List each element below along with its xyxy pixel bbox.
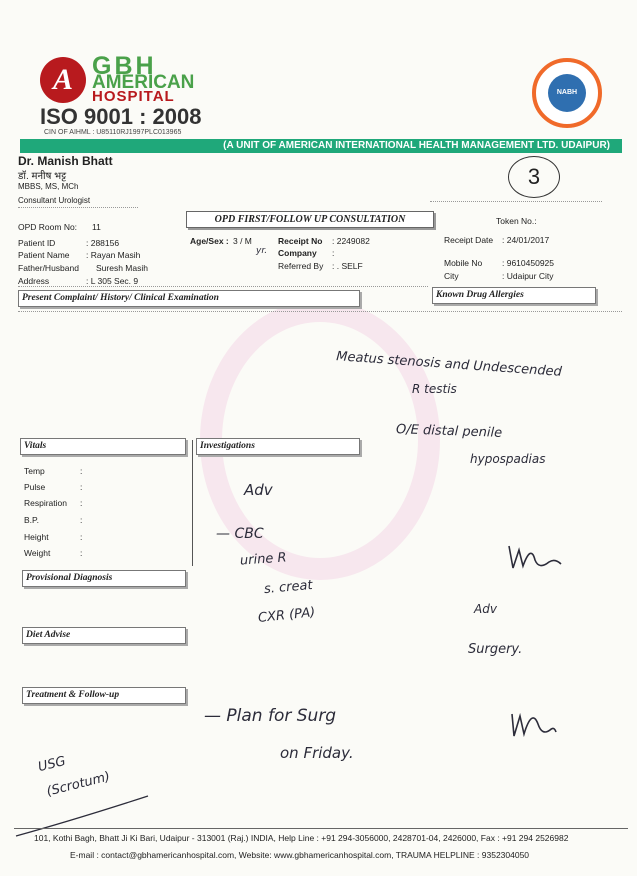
city-label: City [444, 271, 459, 281]
handwritten-examination: hypospadias [470, 452, 546, 466]
patient-name-label: Patient Name [18, 250, 70, 260]
patient-name-value: : Rayan Masih [86, 250, 141, 260]
handwritten-advice: Surgery. [468, 642, 523, 657]
doctor-name-hindi: डॉ. मनीष भट्ट [18, 171, 67, 182]
section-diet-advise: Diet Advise [22, 627, 186, 644]
handwritten-complaint: R testis [412, 382, 457, 396]
vital-height: Height : [24, 532, 83, 542]
vital-temp: Temp : [24, 466, 83, 476]
handwritten-plan: — Plan for Surg [204, 706, 337, 726]
doctor-name: Dr. Manish Bhatt [18, 154, 113, 168]
receipt-no-value: : 2249082 [332, 236, 370, 246]
column-divider [192, 440, 193, 566]
address-label: Address [18, 276, 50, 286]
token-handwritten: 3 [508, 156, 560, 198]
receipt-date-value: : 24/01/2017 [502, 235, 550, 245]
section-allergies: Known Drug Allergies [432, 287, 596, 304]
iso-certification: ISO 9001 : 2008 [40, 104, 202, 129]
handwritten-usg: USG [36, 753, 68, 776]
brand-line2: AMERICAN [92, 72, 195, 93]
city-value: : Udaipur City [502, 271, 554, 281]
footer-contact: E-mail : contact@gbhamericanhospital.com, Website: www.gbhamericanhospital.com, TRAUMA HELPLINE : 9352304050 [70, 850, 530, 860]
mobile-label: Mobile No [444, 258, 483, 268]
receipt-no-label: Receipt No [278, 236, 323, 246]
handwritten-examination: O/E distal penile [395, 422, 503, 441]
vital-respiration: Respiration : [24, 498, 83, 508]
token-label: Token No.: [496, 216, 537, 226]
divider [430, 201, 602, 202]
patient-id-value: : 288156 [86, 238, 120, 248]
mobile-value: : 9610450925 [502, 258, 554, 268]
handwritten-investigation: CXR (PA) [257, 605, 317, 626]
vital-bp: B.P. : [24, 515, 83, 525]
handwritten-investigation: Adv [244, 481, 273, 499]
handwritten-plan: on Friday. [280, 744, 354, 762]
age-sex-label: Age/Sex : [190, 236, 229, 246]
father-label: Father/Husband [18, 263, 79, 273]
doctor-specialty: Consultant Urologist [18, 196, 91, 205]
brand-line3: HOSPITAL [92, 88, 175, 105]
doctor-signature [508, 706, 558, 742]
nabh-seal: NABH [532, 58, 602, 128]
age-sex-value: 3 / M [233, 236, 252, 246]
doctor-degrees: MBBS, MS, MCh [18, 182, 79, 191]
hospital-logo: A [40, 57, 86, 103]
company-label: Company [278, 248, 317, 258]
handwritten-complaint: Meatus stenosis and Undescended [335, 349, 563, 380]
patient-id-label: Patient ID [18, 238, 56, 248]
section-treatment: Treatment & Follow-up [22, 687, 186, 704]
vital-pulse: Pulse : [24, 482, 83, 492]
divider [18, 207, 138, 208]
cin-number: CIN OF AIHML : U85110RJ1997PLC013965 [44, 129, 182, 136]
brand-line1: GBH [92, 52, 157, 80]
section-complaint: Present Complaint/ History/ Clinical Examination [18, 290, 360, 307]
father-value: Suresh Masih [96, 263, 148, 273]
divider [18, 311, 622, 312]
divider [18, 286, 428, 287]
company-value: : [332, 248, 335, 258]
receipt-date-label: Receipt Date [444, 235, 494, 245]
section-provisional-diagnosis: Provisional Diagnosis [22, 570, 186, 587]
vitals-list [24, 466, 83, 564]
address-value: : L 305 Sec. 9 [86, 276, 139, 286]
referred-value: : . SELF [332, 261, 363, 271]
referred-label: Referred By [278, 261, 324, 271]
section-investigations: Investigations [196, 438, 360, 455]
handwritten-investigation: — CBC [216, 526, 264, 542]
footer-divider [14, 828, 628, 829]
handwritten-investigation: urine R [239, 550, 288, 569]
opd-room-label: OPD Room No: [18, 222, 78, 232]
opd-room-value: 11 [92, 222, 101, 232]
handwritten-investigation: s. creat [263, 577, 314, 598]
handwritten-advice: Adv [474, 602, 497, 616]
footer-address: 101, Kothi Bagh, Bhatt Ji Ki Bari, Udaipur - 313001 (Raj.) INDIA, Help Line : +91 294-3056000, 2428701-04, 2426000, Fax : +91 294 2526982 [34, 833, 569, 843]
section-vitals: Vitals [20, 438, 186, 455]
unit-banner: (A UNIT OF AMERICAN INTERNATIONAL HEALTH MANAGEMENT LTD. UDAIPUR) [20, 139, 622, 153]
vital-weight: Weight : [24, 548, 83, 558]
doctor-signature [505, 540, 565, 576]
form-title: OPD FIRST/FOLLOW UP CONSULTATION [186, 211, 434, 228]
handwritten-usg: (Scrotum) [45, 769, 112, 800]
age-unit-handwritten: yr. [256, 246, 268, 256]
